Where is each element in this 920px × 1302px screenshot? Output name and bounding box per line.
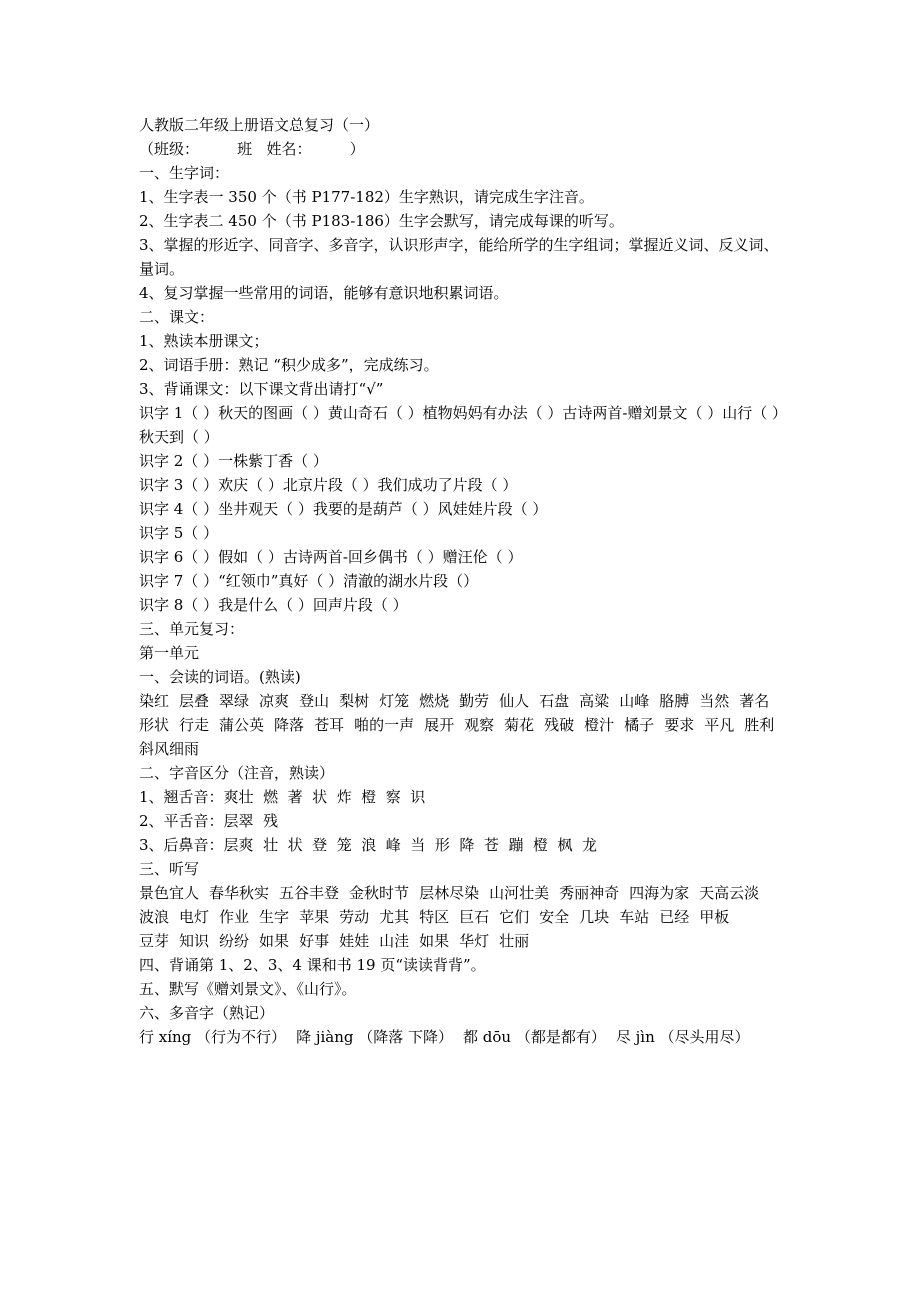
- word-item: 燃烧: [419, 692, 450, 710]
- word-item: 残破: [544, 716, 575, 734]
- word-item: 当然: [699, 692, 730, 710]
- word-item: 壮丽: [499, 932, 530, 950]
- recite-line: 识字 7（ ）“红领巾”真好（ ）清澈的湖水片段（）: [139, 572, 479, 590]
- word-item: 纷纷: [219, 932, 250, 950]
- read-words-list-2: [139, 713, 789, 737]
- recite-line: 识字 8（ ）我是什么（ ）回声片段（ ）: [139, 596, 408, 614]
- unit-2-heading: 二、字音区分（注音，熟读）: [139, 764, 335, 782]
- word-item: 梨树: [339, 692, 370, 710]
- word-item: 胜利: [744, 716, 775, 734]
- s1-item: 1、生字表一 350 个（书 P177-182）生字熟识，请完成生字注音。: [139, 188, 594, 206]
- word-item: 著名: [739, 692, 770, 710]
- word-item: 四海为家: [629, 884, 690, 902]
- word-item: 石盘: [539, 692, 570, 710]
- dictation-list-3: [139, 929, 789, 953]
- word-item: 登山: [299, 692, 330, 710]
- unit-6-heading: 六、多音字（熟记）: [139, 1004, 275, 1022]
- word-item: 都 dōu （都是都有）: [463, 1028, 606, 1046]
- word-item: 橘子: [624, 716, 655, 734]
- word-item: 生字: [259, 908, 290, 926]
- word-item: 巨石: [459, 908, 490, 926]
- sound-line: 1、翘舌音：爽壮 燃 著 状 炸 橙 察 识: [139, 788, 426, 806]
- section-3-heading: 三、单元复习：: [139, 620, 245, 638]
- word-item: 特区: [419, 908, 450, 926]
- word-item: 景色宜人: [139, 884, 200, 902]
- word-item: 春华秋实: [209, 884, 270, 902]
- section-1-heading: 一、生字词：: [139, 164, 230, 182]
- section-2-heading: 二、课文：: [139, 308, 215, 326]
- read-words-list-1: [139, 689, 789, 713]
- word-item: 菊花: [504, 716, 535, 734]
- word-item: 斜风细雨: [139, 740, 200, 758]
- word-item: 苹果: [299, 908, 330, 926]
- word-item: 胳膊: [659, 692, 690, 710]
- unit-3-heading: 三、听写: [139, 860, 200, 878]
- sound-line: 2、平舌音：层翠 残: [139, 812, 279, 830]
- word-item: 高粱: [579, 692, 610, 710]
- word-item: 苍耳: [314, 716, 345, 734]
- word-item: 电灯: [179, 908, 210, 926]
- word-item: 好事: [299, 932, 330, 950]
- recite-line: 识字 3（ ）欢庆（ ）北京片段（ ）我们成功了片段（ ）: [139, 476, 518, 494]
- word-item: 华灯: [459, 932, 490, 950]
- s2-item: 2、词语手册：熟记 “积少成多”，完成练习。: [139, 356, 439, 374]
- word-item: 山峰: [619, 692, 650, 710]
- word-item: 蒲公英: [219, 716, 265, 734]
- s2-item: 1、熟读本册课文；: [139, 332, 269, 350]
- word-item: 行走: [179, 716, 210, 734]
- word-item: 劳动: [339, 908, 370, 926]
- word-item: 观察: [464, 716, 495, 734]
- word-item: 展开: [424, 716, 455, 734]
- word-item: 它们: [499, 908, 530, 926]
- word-item: 金秋时节: [349, 884, 410, 902]
- word-item: 作业: [219, 908, 250, 926]
- dictation-list-1: [139, 881, 789, 905]
- word-item: 波浪: [139, 908, 170, 926]
- word-item: 降落: [274, 716, 305, 734]
- word-item: 啪的一声: [354, 716, 415, 734]
- dictation-list-2: [139, 905, 789, 929]
- word-item: 行 xíng （行为不行）: [139, 1028, 287, 1046]
- word-item: 安全: [539, 908, 570, 926]
- word-item: 灯笼: [379, 692, 410, 710]
- word-item: 如果: [259, 932, 290, 950]
- word-item: 已经: [659, 908, 690, 926]
- word-item: 要求: [664, 716, 695, 734]
- doc-title: 人教版二年级上册语文总复习（一）: [139, 116, 380, 134]
- unit-4-text: 四、背诵第 1、2、3、4 课和书 19 页“读读背背”。: [139, 956, 486, 974]
- word-item: 几块: [579, 908, 610, 926]
- word-item: 平凡: [704, 716, 735, 734]
- word-item: 山洼: [379, 932, 410, 950]
- recite-line: 识字 2（ ）一株紫丁香（ ）: [139, 452, 328, 470]
- class-name-line: （班级： 班 姓名： ）: [139, 140, 365, 158]
- word-item: 知识: [179, 932, 210, 950]
- read-words-list-3: [139, 737, 789, 761]
- word-item: 娃娃: [339, 932, 370, 950]
- word-item: 如果: [419, 932, 450, 950]
- unit-title: 第一单元: [139, 644, 200, 662]
- word-item: 仙人: [499, 692, 530, 710]
- word-item: 层叠: [179, 692, 210, 710]
- word-item: 形状: [139, 716, 170, 734]
- unit-5-text: 五、默写《赠刘景文》、《山行》。: [139, 980, 357, 998]
- recite-line: 识字 4（ ）坐井观天（ ）我要的是葫芦（ ）风娃娃片段（ ）: [139, 500, 548, 518]
- word-item: 层林尽染: [419, 884, 480, 902]
- word-item: 尤其: [379, 908, 410, 926]
- recite-line: 识字 6（ ）假如（ ）古诗两首-回乡偶书（ ）赠汪伦（ ）: [139, 548, 523, 566]
- word-item: 尽 jìn （尽头用尽）: [615, 1028, 750, 1046]
- word-item: 甲板: [699, 908, 730, 926]
- s1-item: 3、掌握的形近字、同音字、多音字，认识形声字，能给所学的生字组词；掌握近义词、反义词、量词。: [139, 236, 779, 278]
- word-item: 勤劳: [459, 692, 490, 710]
- polyphone-list: [139, 1025, 789, 1049]
- word-item: 豆芽: [139, 932, 170, 950]
- recite-line: 识字 5（ ）: [139, 524, 219, 542]
- word-item: 染红: [139, 692, 170, 710]
- s1-item: 2、生字表二 450 个（书 P183-186）生字会默写，请完成每课的听写。: [139, 212, 624, 230]
- sound-line: 3、后鼻音：层爽 壮 状 登 笼 浪 峰 当 形 降 苍 蹦 橙 枫 龙: [139, 836, 598, 854]
- document-page: [139, 113, 789, 1049]
- recite-line: 识字 1（ ）秋天的图画（ ）黄山奇石（ ）植物妈妈有办法（ ）古诗两首-赠刘景文（ ）山行（ ）秋天到（ ）: [139, 404, 787, 446]
- word-item: 凉爽: [259, 692, 290, 710]
- s1-item: 4、复习掌握一些常用的词语，能够有意识地积累词语。: [139, 284, 509, 302]
- word-item: 秀丽神奇: [559, 884, 620, 902]
- word-item: 山河壮美: [489, 884, 550, 902]
- s2-item: 3、背诵课文：以下课文背出请打“√”: [139, 380, 384, 398]
- word-item: 翠绿: [219, 692, 250, 710]
- word-item: 降 jiàng （降落 下降）: [296, 1028, 454, 1046]
- word-item: 车站: [619, 908, 650, 926]
- word-item: 天高云淡: [699, 884, 760, 902]
- word-item: 五谷丰登: [279, 884, 340, 902]
- unit-1-heading: 一、会读的词语。(熟读): [139, 668, 301, 686]
- word-item: 橙汁: [584, 716, 615, 734]
